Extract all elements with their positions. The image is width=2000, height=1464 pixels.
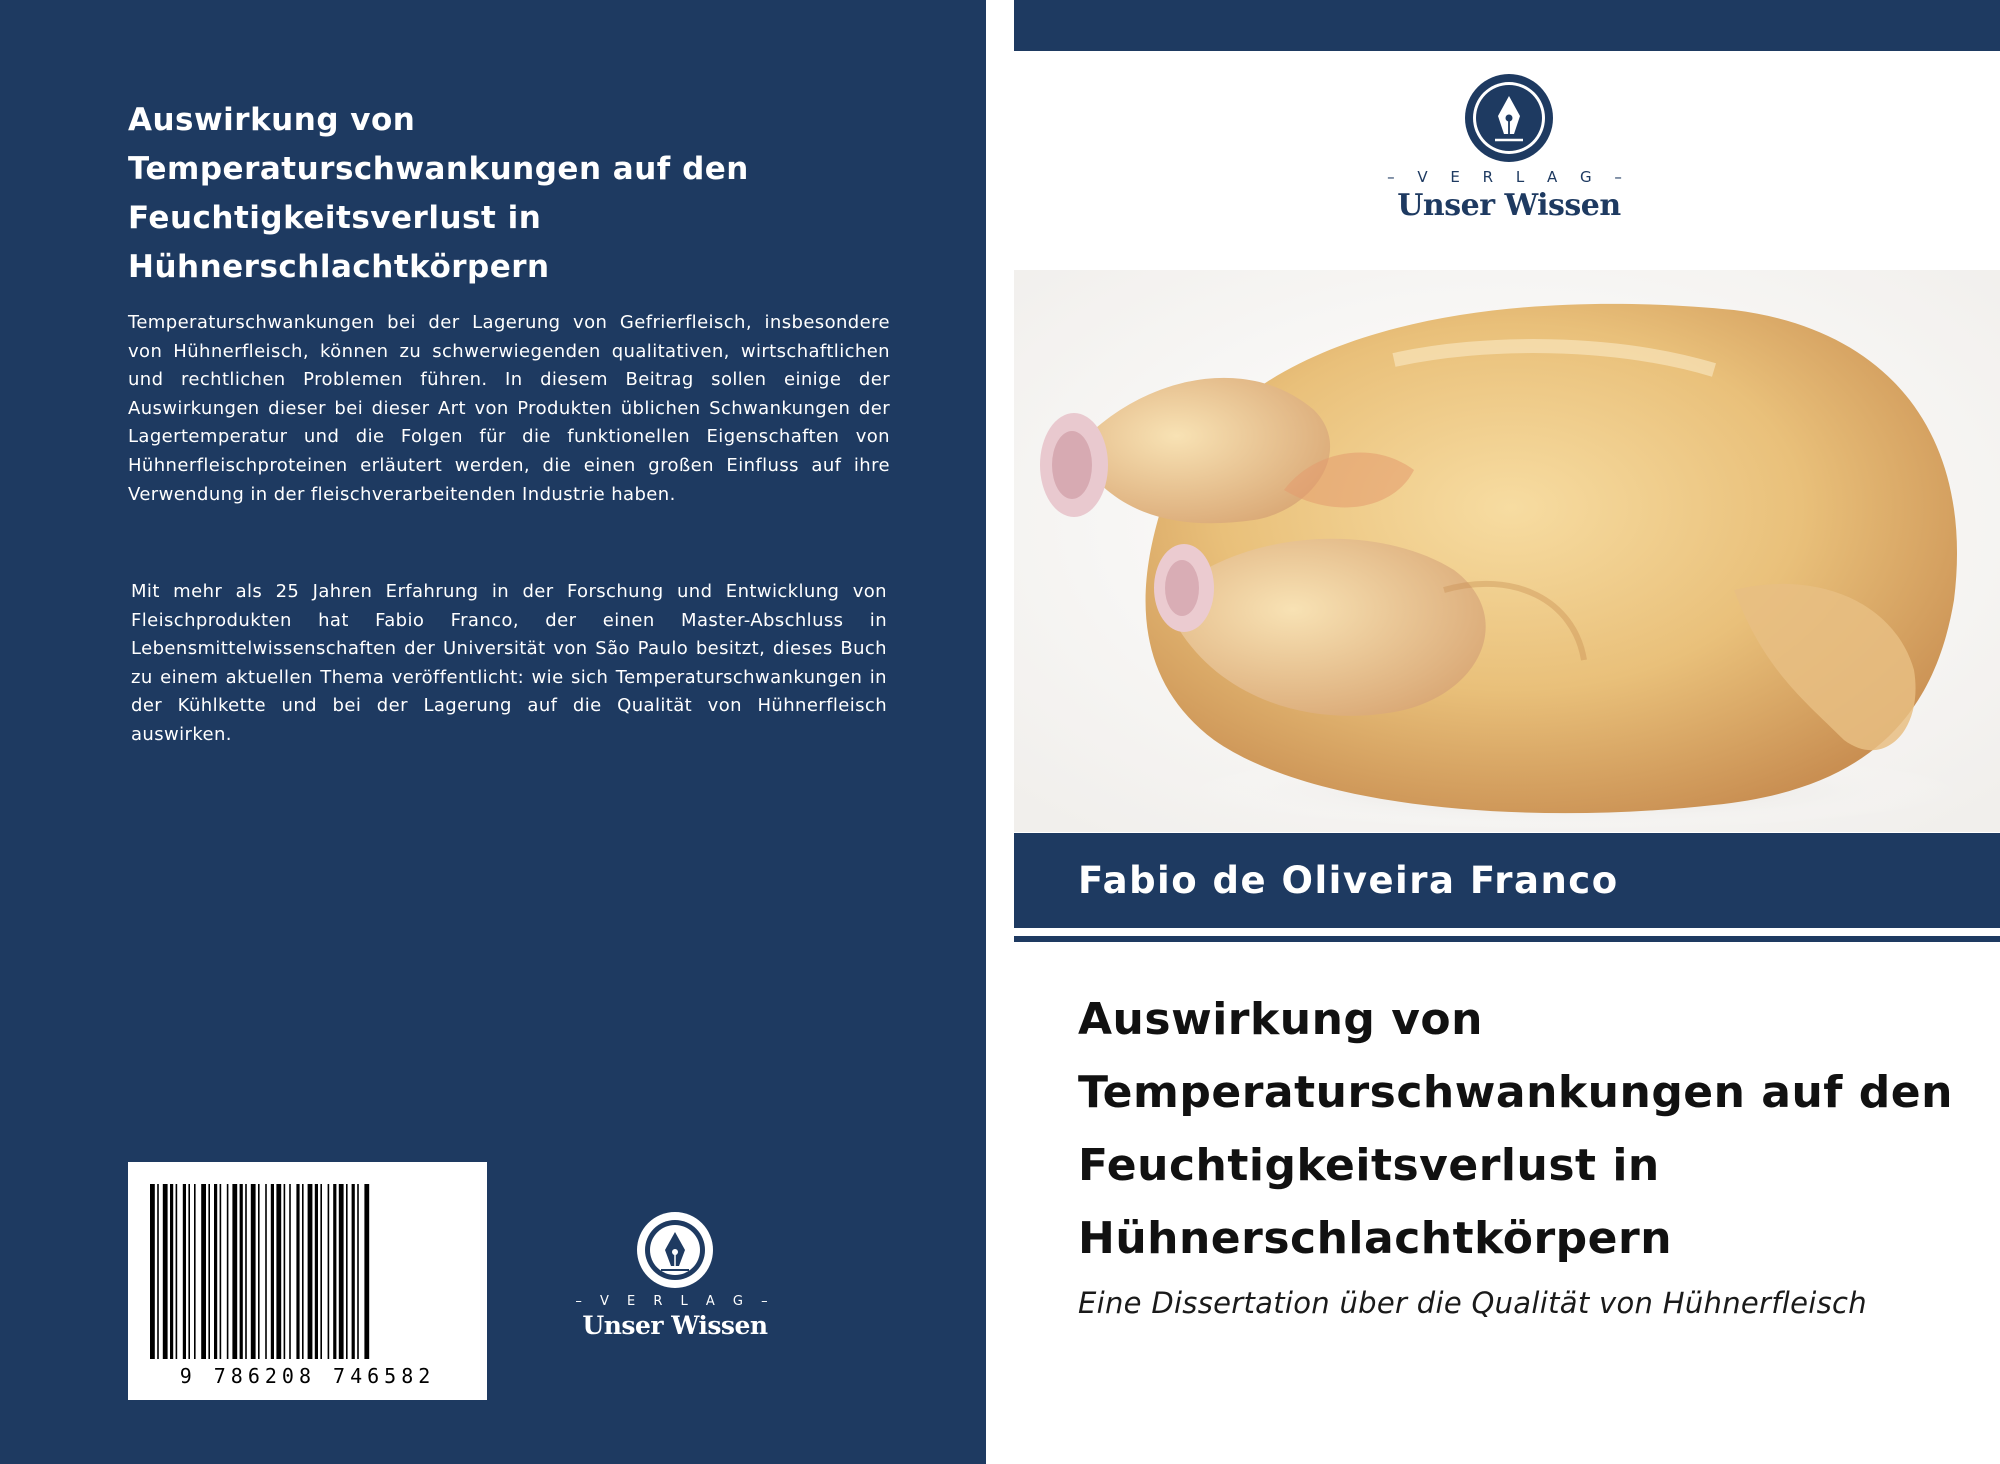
barcode-bar xyxy=(208,1184,210,1359)
barcode-bar xyxy=(183,1184,186,1359)
back-cover xyxy=(0,0,986,1464)
barcode-bar xyxy=(188,1184,190,1359)
publisher-name: Unser Wissen xyxy=(582,1311,768,1340)
barcode-bar xyxy=(352,1184,355,1359)
barcode-bar xyxy=(157,1184,159,1359)
publisher-verlag-label: – V E R L A G – xyxy=(575,1294,775,1309)
barcode-bar xyxy=(150,1184,155,1359)
raw-chicken-photo xyxy=(1014,270,2000,832)
isbn-barcode xyxy=(128,1162,487,1400)
barcode-bar xyxy=(296,1184,299,1359)
barcode-bar xyxy=(163,1184,168,1359)
barcode-bar xyxy=(194,1184,196,1359)
top-band xyxy=(1014,0,2000,51)
barcode-bar xyxy=(245,1184,247,1359)
barcode-bar xyxy=(170,1184,173,1359)
fountain-pen-nib-icon xyxy=(1463,72,1555,164)
barcode-bar xyxy=(232,1184,237,1359)
barcode-bar xyxy=(328,1184,330,1359)
back-cover-title: Auswirkung von Temperaturschwankungen auf den Feuchtigkeitsverlust in Hühnerschlachtkörpern xyxy=(128,102,749,285)
barcode-bar xyxy=(302,1184,304,1359)
publisher-logo-back xyxy=(555,1210,795,1340)
divider-rule xyxy=(1014,936,2000,942)
barcode-bar xyxy=(364,1184,369,1359)
barcode-bar xyxy=(315,1184,318,1359)
spine-gap xyxy=(986,0,1014,1464)
publisher-verlag-label: – V E R L A G – xyxy=(1387,168,1631,186)
barcode-bar xyxy=(289,1184,291,1359)
barcode-bar xyxy=(271,1184,274,1359)
barcode-bar xyxy=(320,1184,322,1359)
front-cover xyxy=(1014,0,2000,1464)
barcode-bar xyxy=(357,1184,359,1359)
barcode-bar xyxy=(258,1184,260,1359)
barcode-bar xyxy=(333,1184,336,1359)
barcode-bar xyxy=(227,1184,229,1359)
barcode-bar xyxy=(265,1184,267,1359)
back-cover-description: Temperaturschwankungen bei der Lagerung von Gefrierfleisch, insbesondere von Hühnerfleisch, können zu schwerwiegenden qualitativen, wirtschaftlichen und rechtlichen Problemen führen. In diesem Beitrag sollen einige der Auswirkungen dieser bei dieser Art von Produkten üblichen Schwankungen der Lagertemperatur und die Folgen für die funktionellen Eigenschaften von Hühnerfleischproteinen erläutert werden, die einen großen Einfluss auf ihre Verwendung in der fleischverarbeitenden Industrie haben. xyxy=(128,312,890,505)
barcode-bar xyxy=(220,1184,222,1359)
publisher-name: Unser Wissen xyxy=(1397,188,1621,223)
barcode-bar xyxy=(176,1184,178,1359)
barcode-bar xyxy=(201,1184,206,1359)
author-band xyxy=(1014,833,2000,928)
author-name: Fabio de Oliveira Franco xyxy=(1078,859,1619,902)
barcode-bar xyxy=(346,1184,348,1359)
isbn-digits: 9 786208 746582 xyxy=(179,1364,436,1388)
author-bio: Mit mehr als 25 Jahren Erfahrung in der Forschung und Entwicklung von Fleischprodukten hat Fabio Franco, der einen Master-Abschluss in Lebensmittelwissenschaften der Universität von São Paulo besitzt, dieses Buch zu einem aktuellen Thema veröffentlicht: wie sich Temperaturschwankungen in der Kühlkette und bei der Lagerung auf die Qualität von Hühnerfleisch auswirken. xyxy=(131,581,887,745)
barcode-bar xyxy=(251,1184,256,1359)
barcode-bar xyxy=(308,1184,313,1359)
front-cover-title: Auswirkung von Temperaturschwankungen auf den Feuchtigkeitsverlust in Hühnerschlachtkörpern xyxy=(1078,994,1953,1264)
barcode-bar xyxy=(284,1184,286,1359)
fountain-pen-nib-icon xyxy=(635,1210,715,1290)
front-cover-subtitle: Eine Dissertation über die Qualität von Hühnerfleisch xyxy=(1078,1286,1867,1320)
barcode-bar xyxy=(276,1184,281,1359)
barcode-bar xyxy=(339,1184,344,1359)
barcode-bar xyxy=(214,1184,217,1359)
publisher-logo-front xyxy=(1374,72,1644,223)
barcode-bar xyxy=(240,1184,243,1359)
